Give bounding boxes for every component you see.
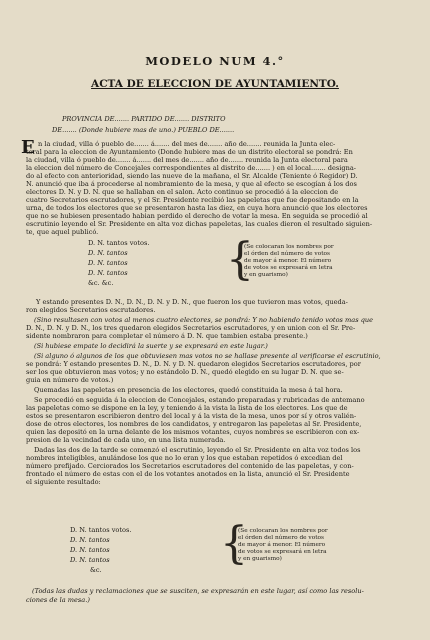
note-line: de votos se expresará en letra: [238, 549, 327, 555]
note-line: de mayor á menor. El número: [238, 542, 326, 548]
location-line-1: PROVINCIA DE....... PARTIDO DE....... DISTRITO: [62, 115, 226, 123]
vote-entry: D. N. tantos: [88, 249, 128, 257]
vote-entry: D. N. tantos: [70, 546, 110, 554]
note-line: (Se colocaran los nombres por: [238, 528, 328, 534]
text-line: Dadas las dos de la tarde se comenzó el escrutinio, leyendo el Sr. Presidente en alta voz todos los: [34, 446, 361, 454]
text-line: escrutinio leyendo el Sr. Presidente en alta voz dichas papeletas, las cuales dieron el resultado siguien-: [26, 220, 373, 228]
text-line: frontado el número de estas con el de los votantes anotados en la lista, anunció el Sr. Presidente: [26, 470, 350, 478]
text-line: nombres inteligibles, anulándose los que no lo eran y los que estaban repetidos ó excedian del: [26, 454, 343, 462]
note-line: el órden del número de votos: [238, 535, 324, 541]
vote-entry: D. N. tantos: [88, 269, 128, 277]
page-subtitle: ACTA DE ELECCION DE AYUNTAMIENTO.: [91, 78, 339, 90]
brace: {: [226, 234, 254, 285]
note-line: y en guarismo): [238, 556, 282, 562]
text-line: guia en número de votos.): [26, 376, 114, 384]
text-line: presion de la vecindad de cada uno, en una lista numerada.: [26, 436, 226, 444]
text-line: Y estando presentes D. N., D. N., D. N. y D. N., que fueron los que tuvieron mas votos, queda-: [36, 298, 348, 306]
text-line: te, que aquel publicó.: [26, 228, 99, 236]
text-line: ciones de la mesa.): [26, 596, 90, 604]
text-line: que no se hubiesen presentado habian perdido el derecho de votar la mesa. En seguida se procedió al: [26, 212, 368, 220]
vote-entry: D. N. tantos votos.: [88, 239, 150, 247]
text-line: D. N., D. N. y D. N., los tres quedaron elegidos Secretarios escrutadores, y en union con el Sr. Pre-: [26, 324, 356, 332]
text-line: sidente nombraron para completar el número á D. N. que tambien estaba presente.): [26, 332, 308, 340]
text-line: las papeletas como se dispone en la ley, y teniendo á la vista la lista de los electores. Los que de: [26, 404, 348, 412]
text-line: (Si alguno ó algunos de los que obtuviesen mas votos no se hallase presente al verificarse el escrutinio,: [34, 352, 381, 360]
text-line: Se procedió en seguida á la eleccion de Concejales, estando preparadas y rubricadas de antemano: [34, 396, 365, 404]
text-line: electores D. N. y D. N. que se hallaban en el salon. Acto continuo se procedió á la eleccion de: [26, 188, 339, 196]
text-line: toral para la eleccion de Ayuntamiento (Donde hubiere mas de un distrito electoral se pondrá: En: [26, 148, 353, 156]
text-line: dose de otros electores, los nombres de los candidatos, y entregaron las papeletas al Sr. Presidente,: [26, 420, 362, 428]
text-line: urna, de todos los electores que se presentaron hasta las diez, en cuya hora anunció que los electores: [26, 204, 368, 212]
text-line: (Sino resultasen con votos al menos cuatro electores, se pondrá: Y no habiendo tenido votos mas que: [34, 316, 374, 324]
text-line: la eleccion del número de Concejales correspondientes al distrito de....... ) en el local....... designa-: [26, 164, 356, 172]
vote-entry: D. N. tantos: [70, 536, 110, 544]
text-line: número prefijado. Cerciorados los Secretarios escrutadores del contenido de las papeletas, y con-: [26, 462, 354, 470]
note-line: el órden del número de votos: [244, 251, 330, 257]
text-line: estos se presentaron escribieron dentro del local y á la vista de la mesa, unos por sí y otros valién-: [26, 412, 357, 420]
text-line: ron elegidos Secretarios escrutadores.: [26, 306, 156, 314]
note-line: (Se colocaran los nombres por: [244, 244, 334, 250]
text-line: quien las depositó en la urna delante de los mismos votantes, cuyos nombres se escribieron con ex-: [26, 428, 360, 436]
text-line: (Si hubiese empate lo decidirá la suerte y se expresará en este lugar.): [34, 342, 268, 350]
drop-cap: E: [21, 137, 35, 158]
page-title: MODELO NUM 4.°: [145, 54, 285, 68]
note-line: de votos se expresará en letra: [244, 265, 333, 271]
brace: {: [220, 518, 248, 569]
vote-entry: D. N. tantos: [88, 259, 128, 267]
text-line: ser los que obtuvieron mas votos; y no estándolo D. N., quedó elegido en su lugar D. N. que se-: [26, 368, 344, 376]
note-line: y en guarismo): [244, 272, 288, 278]
location-line-2: DE....... (Donde hubiere mas de uno.) PUEBLO DE.......: [52, 126, 235, 134]
text-line: el siguiente resultado:: [26, 478, 101, 486]
text-line: (Todas las dudas y reclamaciones que se susciten, se expresarán en este lugar, así como las resolu-: [32, 587, 364, 595]
text-line: N. anunció que iba á procederse al nombramiento de la mesa, y que al efecto se escogían á los dos: [26, 180, 357, 188]
vote-entry: D. N. tantos: [70, 556, 110, 564]
text-line: la ciudad, villa ó pueblo de....... á....... del mes de....... año de....... reunida la Junta electoral para: [26, 156, 348, 164]
note-line: de mayor á menor. El número: [244, 258, 332, 264]
text-line: n la ciudad, villa ó pueblo de....... á....... del mes de....... año de....... reunida la Junta elec-: [38, 140, 336, 148]
text-line: cuatro Secretarios escrutadores, y el Sr. Presidente recibió las papeletas que fue depositando en la: [26, 196, 359, 204]
text-line: do al efecto con anterioridad, siendo las nueve de la mañana, el Sr. Alcalde (Teniente ó Regidor) D.: [26, 172, 358, 180]
text-line: Quemadas las papeletas en presencia de los electores, quedó constituida la mesa á tal hora.: [34, 386, 343, 394]
vote-entry: &c. &c.: [88, 279, 114, 287]
text-line: se pondrá: Y estando presentes D. N., D. N. y D. N. quedaron elegidos Secretarios escrutadores, por: [26, 360, 361, 368]
vote-entry: D. N. tantos votos.: [70, 526, 132, 534]
vote-entry: &c.: [90, 566, 102, 574]
